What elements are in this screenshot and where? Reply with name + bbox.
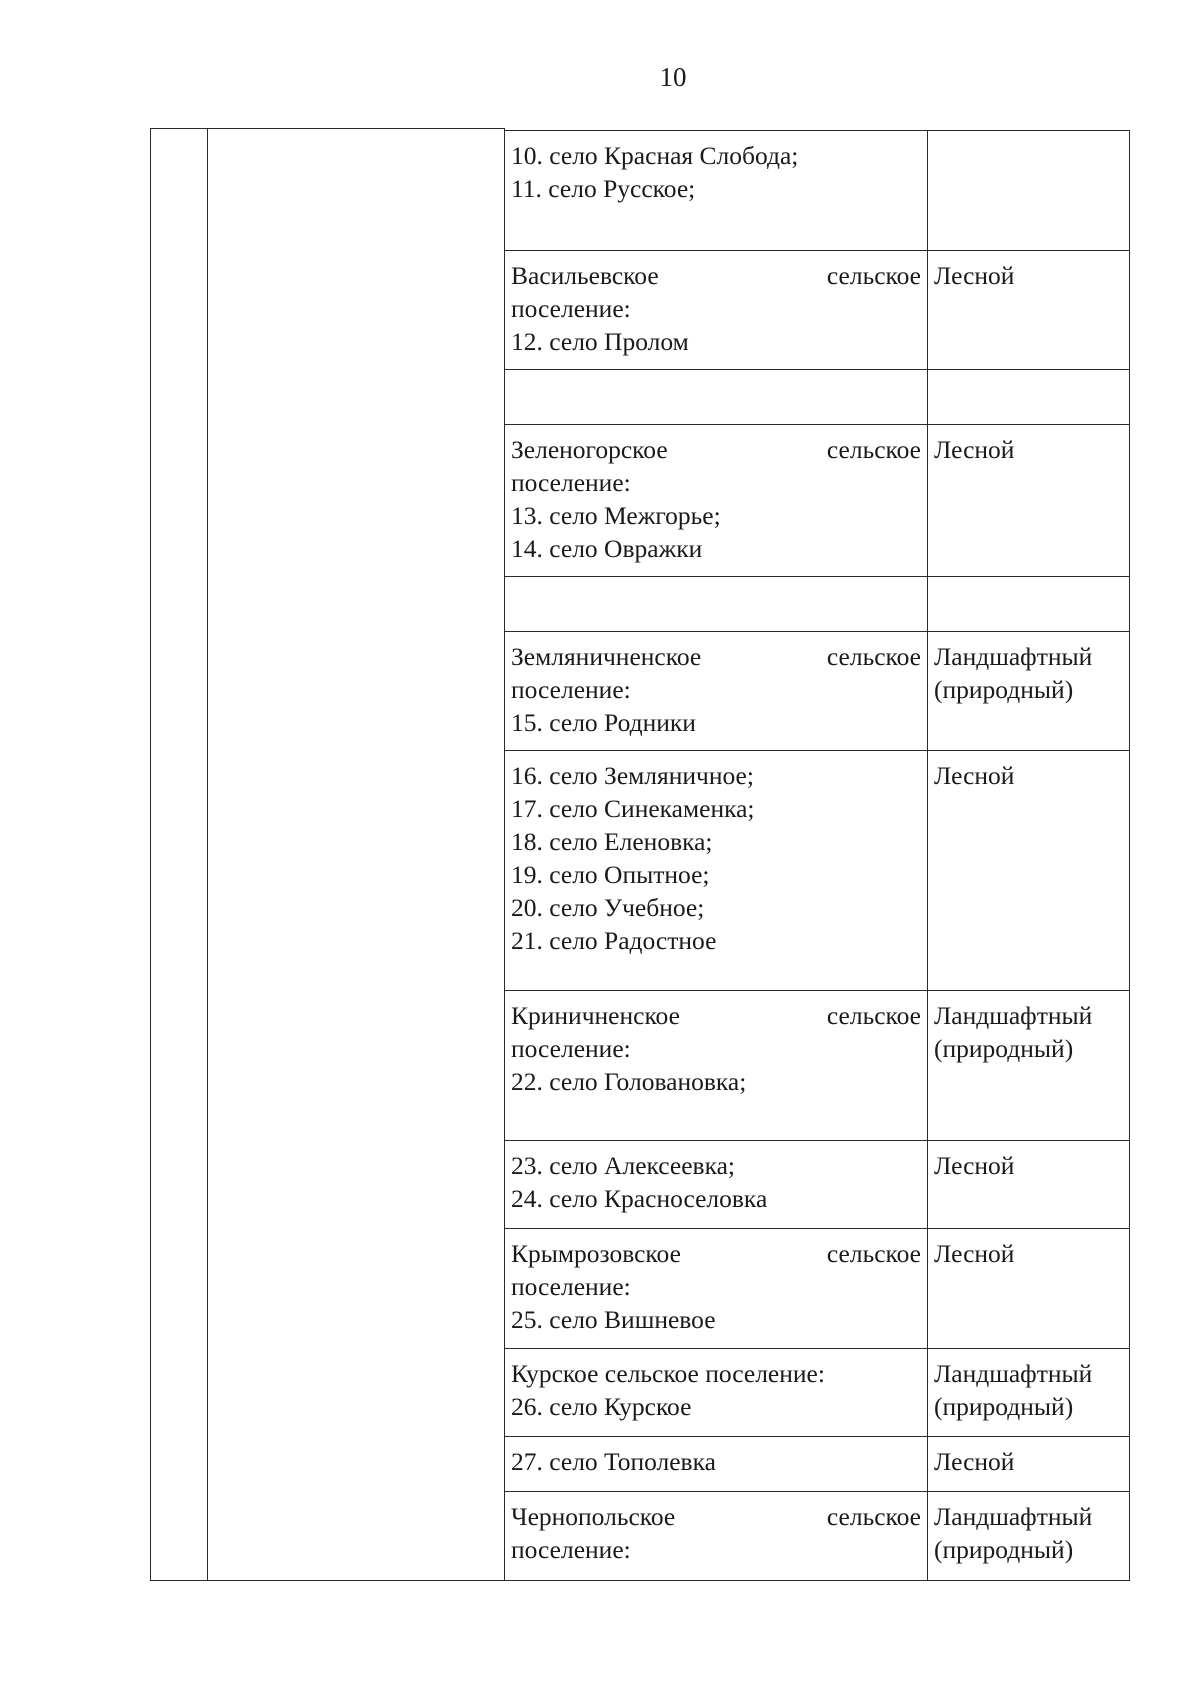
table-row (505, 577, 1130, 632)
table-row (505, 1492, 1130, 1581)
type-line: Лесной (934, 761, 1015, 790)
type-line: (природный) (934, 1392, 1074, 1421)
settlement-line: 13. село Межгорье; (511, 501, 721, 530)
settlement-heading-word: Зеленогорское (511, 435, 668, 464)
settlement-line: 11. село Русское; (511, 174, 696, 203)
type-line: Лесной (934, 1151, 1015, 1180)
settlement-line: поселение: (511, 1535, 631, 1564)
settlement-cell (505, 632, 928, 751)
settlement-cell (505, 251, 928, 370)
type-line: Лесной (934, 1239, 1015, 1268)
settlement-line: 23. село Алексеевка; (511, 1151, 735, 1180)
settlement-line: 14. село Овражки (511, 534, 703, 563)
settlement-cell (505, 1141, 928, 1229)
type-cell (928, 632, 1130, 751)
settlement-line: поселение: (511, 675, 631, 704)
settlement-line: 18. село Еленовка; (511, 827, 713, 856)
settlement-line: 26. село Курское (511, 1392, 692, 1421)
settlement-line: 21. село Радостное (511, 926, 717, 955)
settlement-line: 19. село Опытное; (511, 860, 710, 889)
type-cell (928, 251, 1130, 370)
type-line: (природный) (934, 675, 1074, 704)
settlement-cell (505, 425, 928, 577)
type-cell (928, 370, 1130, 425)
settlement-heading-word: сельское (826, 1502, 921, 1531)
settlement-line: 12. село Пролом (511, 327, 689, 356)
table-row (505, 1349, 1130, 1437)
settlement-line: поселение: (511, 1272, 631, 1301)
settlement-line: 17. село Синекаменка; (511, 794, 755, 823)
type-cell (928, 1492, 1130, 1581)
type-cell (928, 1349, 1130, 1437)
type-cell (928, 131, 1130, 251)
settlement-line: 20. село Учебное; (511, 893, 705, 922)
settlement-heading (511, 1500, 921, 1533)
settlement-cell (505, 1349, 928, 1437)
settlement-line: 25. село Вишневое (511, 1305, 716, 1334)
table-row (505, 131, 1130, 251)
table-row (505, 251, 1130, 370)
settlement-cell (505, 991, 928, 1141)
settlement-line: 22. село Головановка; (511, 1067, 747, 1096)
table-row (505, 991, 1130, 1141)
settlement-cell (505, 370, 928, 425)
settlement-heading-word: сельское (826, 1239, 921, 1268)
table-row (505, 1229, 1130, 1349)
type-cell (928, 751, 1130, 991)
type-cell (928, 577, 1130, 632)
settlement-heading-word: Васильевское (511, 261, 659, 290)
table-row (505, 425, 1130, 577)
settlement-line: поселение: (511, 294, 631, 323)
settlement-line: 27. село Тополевка (511, 1447, 716, 1476)
type-line: Лесной (934, 261, 1015, 290)
settlement-heading-word: сельское (826, 642, 921, 671)
type-line: Лесной (934, 435, 1015, 464)
settlement-line: 10. село Красная Слобода; (511, 141, 799, 170)
table-row (505, 1141, 1130, 1229)
settlement-heading-word: Чернопольское (511, 1502, 676, 1531)
settlement-heading (511, 1237, 921, 1270)
type-line: Ландшафтный (934, 642, 1093, 671)
settlement-heading-word: сельское (826, 1001, 921, 1030)
settlement-cell (505, 1492, 928, 1581)
table-frame-top (150, 128, 505, 129)
settlements-table (504, 130, 1130, 1581)
settlement-heading-word: Земляничненское (511, 642, 702, 671)
settlement-line: Курское сельское поселение: (511, 1359, 825, 1388)
table-row (505, 751, 1130, 991)
settlement-heading-word: Криничненское (511, 1001, 680, 1030)
settlement-heading-word: сельское (826, 261, 921, 290)
settlement-heading-word: Крымрозовское (511, 1239, 681, 1268)
settlement-line: 16. село Земляничное; (511, 761, 754, 790)
type-line: Ландшафтный (934, 1359, 1093, 1388)
settlement-line: 15. село Родники (511, 708, 696, 737)
type-cell (928, 1141, 1130, 1229)
type-cell (928, 425, 1130, 577)
table-body (505, 131, 1130, 1581)
settlement-cell (505, 1437, 928, 1492)
type-cell (928, 1229, 1130, 1349)
table-row (505, 1437, 1130, 1492)
settlement-heading (511, 640, 921, 673)
type-line: Лесной (934, 1447, 1015, 1476)
settlement-heading (511, 999, 921, 1032)
settlement-line: поселение: (511, 468, 631, 497)
settlement-cell (505, 751, 928, 991)
type-cell (928, 991, 1130, 1141)
column-divider-1 (207, 128, 208, 1581)
settlement-heading (511, 259, 921, 292)
table-row (505, 632, 1130, 751)
settlement-cell (505, 1229, 928, 1349)
settlement-line: 24. село Красноселовка (511, 1184, 768, 1213)
table-row (505, 370, 1130, 425)
settlement-cell (505, 577, 928, 632)
page-number: 10 (659, 62, 687, 92)
type-line: Ландшафтный (934, 1502, 1093, 1531)
settlement-cell (505, 131, 928, 251)
type-cell (928, 1437, 1130, 1492)
settlement-line: поселение: (511, 1034, 631, 1063)
settlement-heading-word: сельское (826, 435, 921, 464)
type-line: Ландшафтный (934, 1001, 1093, 1030)
type-line: (природный) (934, 1535, 1074, 1564)
type-line: (природный) (934, 1034, 1074, 1063)
settlement-heading (511, 433, 921, 466)
